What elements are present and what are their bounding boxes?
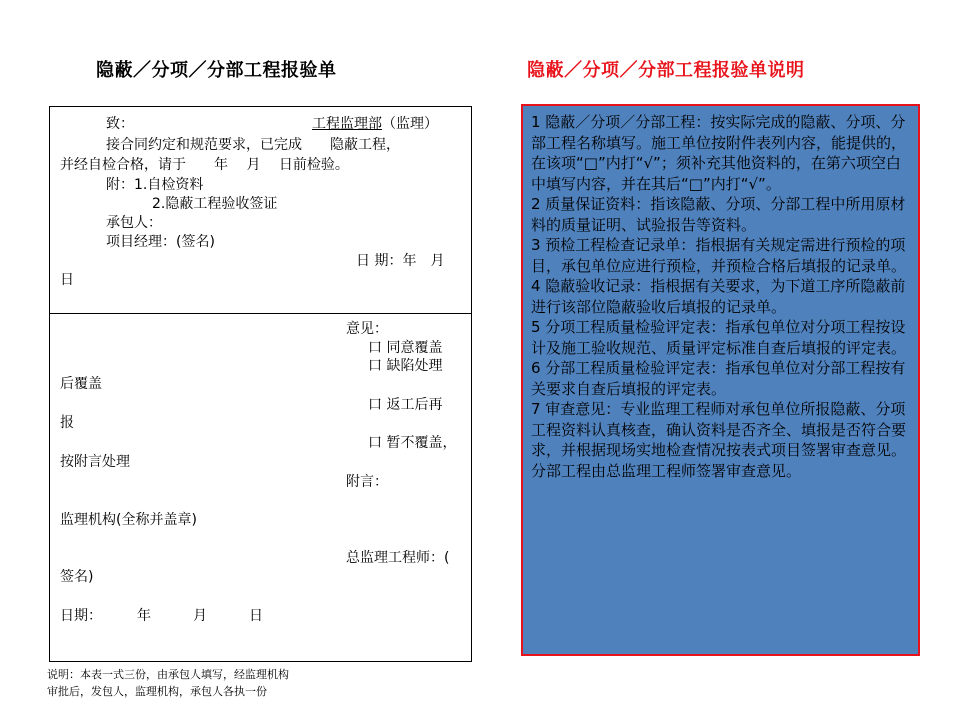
- appendix-label: 附言：: [346, 474, 388, 490]
- attachment-1: 附：1.自检资料: [106, 177, 204, 193]
- opinion-label: 意见：: [346, 321, 388, 337]
- explanation-text: [531, 112, 914, 481]
- form-footnote: [47, 666, 289, 700]
- footnote-line-2: 审批后，发包人，监理机构，承包人各执一份: [47, 685, 267, 698]
- explanation-item-2: 2 质量保证资料：指该隐蔽、分项、分部工程中所用原材料的质量证明、试验报告等资料。: [531, 195, 906, 234]
- signature-label: 签名): [60, 569, 94, 585]
- date-top-label: 日 期：年 月: [356, 253, 445, 269]
- date-bottom-label: 日期： 年 月 日: [60, 608, 263, 624]
- recipient-name: 工程监理部: [312, 116, 382, 132]
- explanation-item-4: 4 隐蔽验收记录：指根据有关要求，为下道工序所隐蔽前进行该部位隐蔽验收后填报的记录单。: [531, 277, 906, 316]
- to-label: 致：: [106, 116, 134, 132]
- form-line-2: 并经自检合格，请于 年 月 日前检验。: [60, 157, 349, 173]
- recipient-suffix: （监理）: [382, 116, 438, 132]
- explanation-panel: [521, 104, 920, 656]
- supervision-org-label: 监理机构(全称并盖章): [60, 512, 197, 528]
- date-top-day: 日: [60, 272, 74, 288]
- to-recipient: [312, 115, 438, 133]
- option-no-cover: 口 暂不覆盖，: [368, 435, 457, 451]
- explanation-title: 隐蔽／分项／分部工程报验单说明: [527, 60, 805, 81]
- explanation-item-6: 6 分部工程质量检验评定表：指承包单位对分部工程按有关要求自查后填报的评定表。: [531, 359, 906, 398]
- form-title: 隐蔽／分项／分部工程报验单: [96, 60, 337, 81]
- explanation-item-1: 1 隐蔽／分项／分部工程：按实际完成的隐蔽、分项、分部工程名称填写。施工单位按附件表列内容，能提供的，在该项“□”内打“√”；须补充其他资料的，在第六项空白中填写内容，并在其后“□”内打“√”。: [531, 113, 907, 193]
- report-text: 报: [60, 415, 74, 431]
- option-agree-cover: 口 同意覆盖: [368, 340, 443, 356]
- explanation-item-5: 5 分项工程质量检验评定表：指承包单位对分项工程按设计及施工验收规范、质量评定标准自查后填报的评定表。: [531, 318, 907, 357]
- attachment-2: 2.隐蔽工程验收签证: [152, 196, 278, 212]
- form-line-1: 接合同约定和规范要求，已完成 隐蔽工程，: [106, 137, 400, 153]
- after-cover-text: 后覆盖: [60, 376, 102, 392]
- option-rework: 口 返工后再: [368, 397, 443, 413]
- contractor-label: 承包人：: [106, 215, 162, 231]
- chief-engineer-label: 总监理工程师：(: [346, 550, 450, 566]
- explanation-item-3: 3 预检工程检查记录单：指根据有关规定需进行预检的项目，承包单位应进行预检，并预检合格后填报的记录单。: [531, 236, 907, 275]
- option-defect-handling: 口 缺陷处理: [368, 358, 443, 374]
- form-divider: [50, 313, 471, 314]
- explanation-item-7: 7 审查意见：专业监理工程师对承包单位所报隐蔽、分项工程资料认真核查，确认资料是否齐全、填报是否符合要求，并根据现场实地检查情况按表式项目签署审查意见。分部工程由总监理工程师签署审查意见。: [531, 400, 907, 480]
- per-appendix-text: 按附言处理: [60, 454, 130, 470]
- project-manager-label: 项目经理：(签名): [106, 234, 215, 250]
- inspection-form: [49, 106, 472, 662]
- footnote-line-1: 说明：本表一式三份，由承包人填写，经监理机构: [47, 668, 289, 681]
